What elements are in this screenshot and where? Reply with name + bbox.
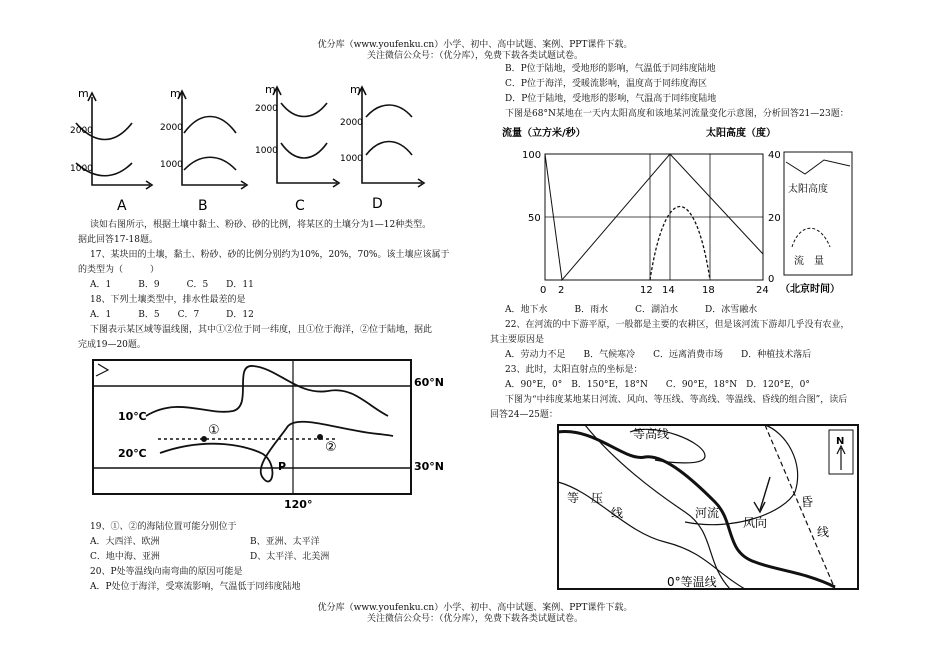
fig3-r0: 0 (768, 274, 775, 285)
fig1-label-b: B (198, 198, 208, 214)
question-20-d: D．P位于陆地，受地形的影响，气温高于同纬度陆地 (505, 94, 717, 104)
svg-text:m: m (350, 83, 361, 96)
text-p1b: 据此回答17-18题。 (78, 235, 158, 245)
text-p4b: 回答24—25题： (490, 410, 558, 420)
label-dusk-2: 线 (817, 525, 830, 539)
svg-text:1000: 1000 (340, 154, 363, 164)
question-22-cont: 其主要原因是 (490, 335, 545, 345)
svg-text:1000: 1000 (160, 160, 183, 170)
svg-text:1000: 1000 (255, 146, 278, 156)
label-30n: 30°N (414, 460, 445, 473)
figure-combined-map (555, 422, 865, 594)
text-p2: 下图表示某区域等温线图，其中①②位于同一纬度，且①位于海洋，②位于陆地，据此 (90, 325, 433, 335)
svg-text:2000: 2000 (340, 118, 363, 128)
question-21-options: A．地下水 B．雨水 C．湖泊水 D．冰雪融水 (505, 305, 758, 315)
svg-text:2000: 2000 (255, 104, 278, 114)
fig3-legend-sun: 太阳高度 (788, 184, 828, 195)
fig1-unit: m (78, 87, 89, 100)
fig3-x24: 24 (756, 285, 769, 296)
fig3-x12: 12 (640, 285, 653, 296)
label-river: 河流 (695, 506, 720, 520)
label-isotherm: 0°等温线 (667, 575, 717, 589)
fig3-r40: 40 (768, 150, 781, 161)
label-contour: 等高线 (633, 427, 670, 441)
text-p1: 读如右图所示，根据土壤中黏土、粉砂、砂的比例，将某区的土壤分为1—12种类型。 (90, 220, 432, 230)
fig3-r20: 20 (768, 213, 781, 224)
label-isobar-3: 线 (611, 506, 624, 520)
fig3-l50: 50 (528, 213, 541, 224)
question-19: 19、①、②的海陆位置可能分别位于 (90, 522, 237, 532)
header-line2: 关注微信公众号：（优分库），免费下载各类试题试卷。 (366, 51, 583, 61)
fig3-ylabel-left: 流量（立方米/秒） (502, 128, 586, 139)
question-20-c: C．P位于海洋，受暖流影响，温度高于同纬度海区 (505, 79, 707, 89)
fig3-x2: 2 (558, 285, 565, 296)
label-dusk-1: 昏 (801, 495, 814, 509)
question-23: 23、此时，太阳直射点的坐标是： (505, 365, 643, 375)
question-19-c: C．地中海、亚洲 (90, 552, 160, 562)
fig1-label-d: D (372, 196, 383, 212)
question-20: 20、P处等温线向南弯曲的原因可能是 (90, 567, 243, 577)
figure-flow-sun-chart (490, 122, 875, 300)
question-17: 17、某块田的土壤，黏土、粉砂、砂的比例分别约为10%，20%，70%。该土壤应该属于 (90, 250, 450, 260)
label-60n: 60°N (414, 376, 445, 389)
header-line1: 优分库（www.youfenku.cn）小学、初中、高中试题、案例、PPT课件下载。 (317, 40, 633, 50)
label-10c: 10℃ (118, 410, 147, 423)
question-19-a: A．大西洋、欧洲 (90, 537, 160, 547)
question-19-b: B、亚洲、太平洋 (250, 537, 320, 547)
label-p: P (278, 460, 287, 473)
question-18: 18、下列土壤类型中，排水性最差的是 (90, 295, 246, 305)
question-20-b: B．P位于陆地，受地形的影响，气温低于同纬度陆地 (505, 64, 716, 74)
footer-line2: 关注微信公众号：（优分库），免费下载各类试题试卷。 (366, 614, 583, 624)
marker-2: ② (325, 440, 337, 455)
fig3-l0: 0 (540, 285, 547, 296)
label-120: 120° (284, 498, 313, 511)
question-18-options: A．1 B．5 C．7 D．12 (90, 310, 254, 320)
fig3-xlabel: （北京时间） (780, 284, 840, 295)
fig1-1000: 1000 (70, 164, 93, 174)
fig1-label-a: A (117, 198, 127, 214)
label-isobar-2: 压 (591, 491, 604, 505)
svg-text:m: m (265, 83, 276, 96)
text-p3: 下图是68°N某地在一天内太阳高度和该地某河流量变化示意图，分析回答21—23题： (505, 109, 849, 119)
svg-text:m: m (170, 87, 181, 100)
question-20-a: A．P处位于海洋，受寒流影响，气温低于同纬度陆地 (90, 582, 301, 592)
fig3-x18: 18 (702, 285, 715, 296)
fig1-2000: 2000 (70, 126, 93, 136)
question-23-options: A．90°E，0° B．150°E，18°N C．90°E，18°N D．120°E，0° (505, 380, 810, 390)
figure-isotherm-map (88, 356, 453, 516)
north-label: N (836, 436, 845, 447)
question-17-options: A．1 B．9 C．5 D．11 (90, 280, 254, 290)
question-22: 22、在河流的中下游平原，一般都是主要的农耕区，但是该河流下游却几乎没有农业， (505, 320, 850, 330)
question-22-options: A．劳动力不足 B．气候寒冷 C．远离消费市场 D．种植技术落后 (505, 350, 812, 360)
marker-1: ① (208, 423, 220, 438)
label-20c: 20℃ (118, 447, 147, 460)
label-isobar-1: 等 (567, 491, 580, 505)
question-17-cont: 的类型为（ ） (78, 265, 160, 275)
svg-text:2000: 2000 (160, 123, 183, 133)
fig3-ylabel-right: 太阳高度（度） (706, 128, 776, 139)
figure-soil-profiles-d (340, 75, 440, 217)
fig1-label-c: C (295, 198, 305, 214)
label-wind: 风向 (743, 516, 768, 530)
question-19-d: D、太平洋、北美洲 (250, 552, 330, 562)
fig3-x14: 14 (662, 285, 675, 296)
text-p2b: 完成19—20题。 (78, 340, 146, 350)
fig3-legend-flow: 流 量 (794, 256, 824, 267)
text-p4: 下图为“中纬度某地某日河流、风向、等压线、等高线、等温线、昏线的组合图”，读后 (505, 395, 848, 405)
footer-line1: 优分库（www.youfenku.cn）小学、初中、高中试题、案例、PPT课件下载。 (317, 603, 633, 613)
fig3-l100: 100 (522, 150, 542, 161)
